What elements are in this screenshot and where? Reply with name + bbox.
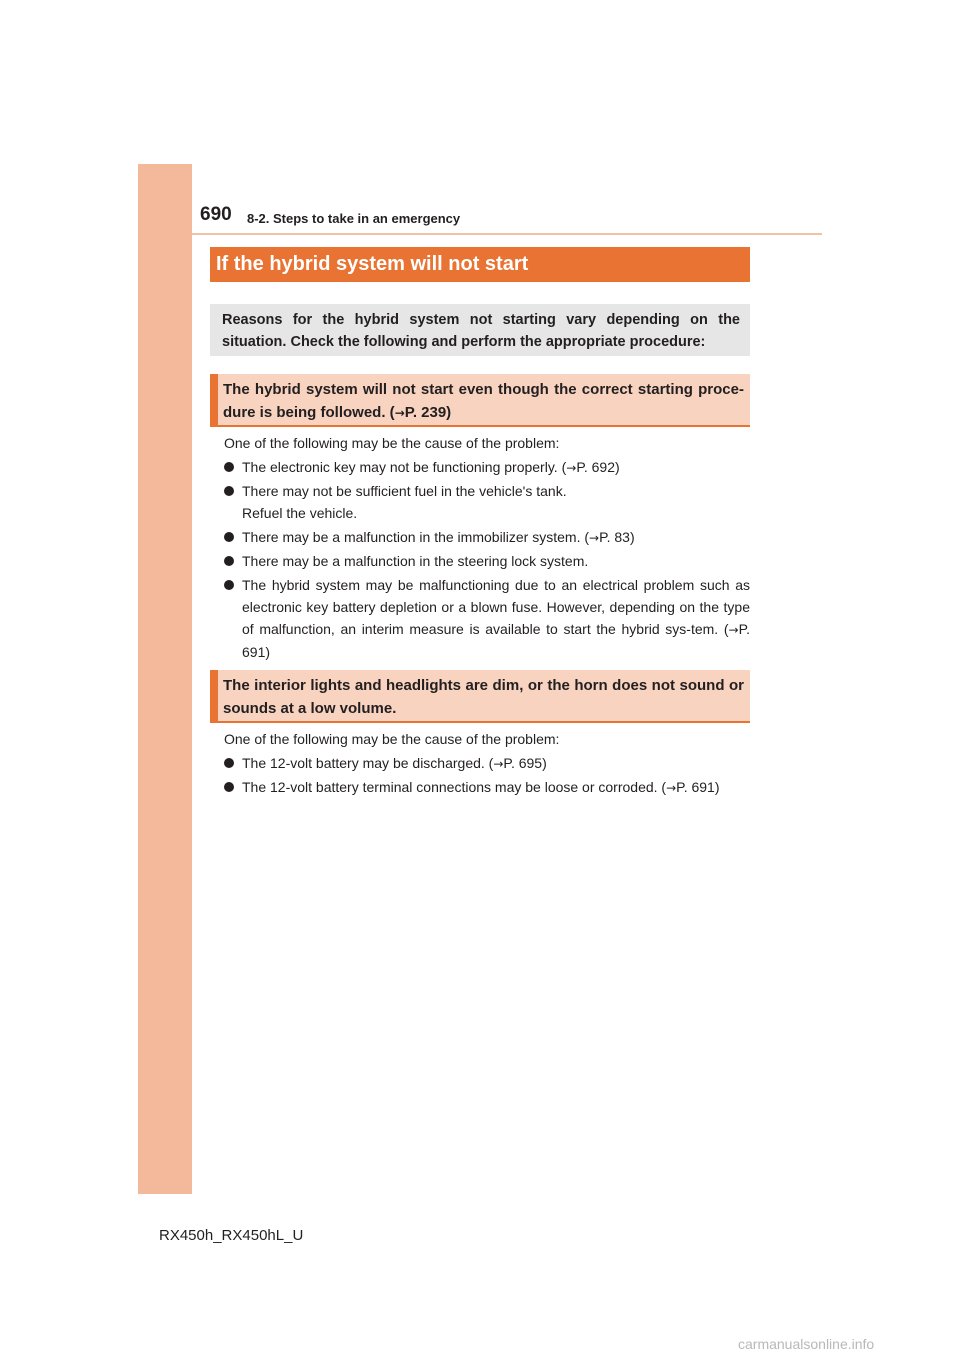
header-divider	[192, 233, 822, 235]
list-item-text: There may be a malfunction in the immobilizer system. (	[242, 528, 590, 545]
section-heading-2	[210, 670, 750, 723]
arrow-icon: →	[566, 460, 577, 475]
arrow-icon: →	[666, 781, 677, 795]
list-item	[224, 776, 750, 799]
list-item	[224, 456, 750, 479]
bullet-icon	[224, 532, 234, 542]
bullet-icon	[224, 580, 234, 590]
section-heading-1-text: The hybrid system will not start even though the correct starting proce-dure is being followed. (	[223, 381, 744, 421]
bullet-icon	[224, 486, 234, 496]
bullet-icon	[224, 758, 234, 768]
intro-text: Reasons for the hybrid system not starting vary depending on the situation. Check the following and perform the appropriate procedure:	[222, 312, 740, 350]
side-color-band	[138, 164, 192, 1194]
list-item-text: There may be a malfunction in the steering lock system.	[242, 553, 589, 569]
section-lead-text: One of the following may be the cause of the problem:	[224, 731, 560, 747]
model-code: RX450h_RX450hL_U	[159, 1227, 304, 1244]
list-item-text: There may not be sufficient fuel in the vehicle's tank.	[242, 483, 567, 499]
page-reference-link[interactable]: P. 239)	[404, 404, 452, 421]
page-reference-link[interactable]: P. 692)	[576, 458, 620, 475]
page-number: 690	[200, 204, 232, 225]
intro-box	[210, 304, 750, 356]
arrow-icon: →	[589, 530, 600, 545]
list-item-text: The electronic key may not be functioning properly. (	[242, 458, 567, 475]
list-item	[224, 752, 750, 775]
section-heading-2-text: The interior lights and headlights are dim, or the horn does not sound or sounds at a low volume.	[223, 677, 744, 717]
arrow-icon: →	[394, 406, 405, 420]
list-item-subtext: Refuel the vehicle.	[242, 505, 358, 521]
section-heading-1	[210, 374, 750, 427]
page-reference-link[interactable]: P. 695)	[503, 754, 547, 771]
watermark: carmanualsonline.info	[738, 1336, 875, 1352]
section-label: 8-2. Steps to take in an emergency	[247, 211, 461, 226]
list-item-text: The 12-volt battery terminal connections may be loose or corroded. (	[242, 779, 667, 795]
bullet-icon	[224, 462, 234, 472]
bullet-icon	[224, 782, 234, 792]
list-item	[224, 526, 750, 549]
section-body-2	[224, 728, 750, 801]
list-item	[224, 480, 750, 524]
list-item	[224, 550, 750, 572]
page-reference-link[interactable]: P. 691)	[242, 620, 750, 660]
section-body-1	[224, 432, 750, 664]
list-item-text: The hybrid system may be malfunctioning due to an electrical problem such as electronic key battery depletion or a blown fuse. However, depending on the type of malfunction, an interim measure is available to start the hybrid sys-tem. (	[242, 576, 750, 637]
bullet-icon	[224, 556, 234, 566]
arrow-icon: →	[728, 622, 739, 637]
list-item-text: The 12-volt battery may be discharged. (	[242, 754, 494, 771]
arrow-icon: →	[493, 756, 504, 771]
section-lead-text: One of the following may be the cause of the problem:	[224, 435, 560, 451]
page-reference-link[interactable]: P. 691)	[676, 779, 720, 795]
page-title: If the hybrid system will not start	[210, 247, 750, 282]
list-item	[224, 574, 750, 663]
page-reference-link[interactable]: P. 83)	[599, 528, 635, 545]
